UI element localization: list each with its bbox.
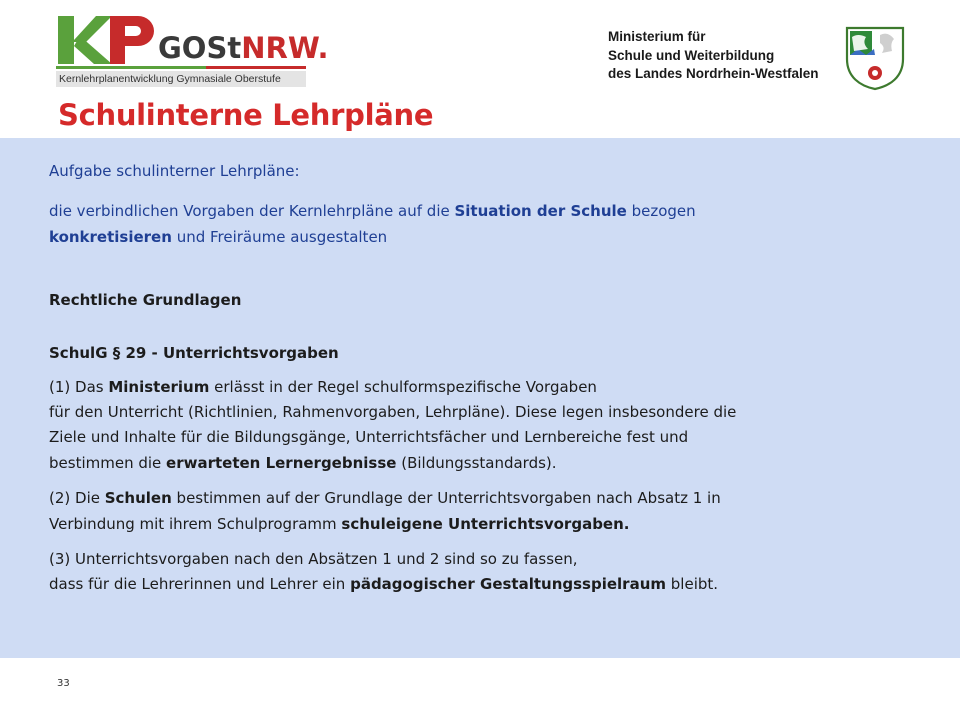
p1-line-2: für den Unterricht (Richtlinien, Rahmenvorgaben, Lehrpläne). Diese legen insbesondere die xyxy=(49,403,737,421)
logo-gost-text: GOSt xyxy=(158,31,242,65)
ministry-line-1: Ministerium für xyxy=(608,29,706,44)
p1-line-4-a: bestimmen die xyxy=(49,454,167,472)
logo-red-bar xyxy=(206,66,306,69)
p1-line-3: Ziele und Inhalte für die Bildungsgänge, Unterrichtsfächer und Lernbereiche fest und xyxy=(49,428,689,446)
p2-line-1-b: Schulen xyxy=(104,489,172,507)
p1-line-1-a: (1) Das xyxy=(49,378,109,396)
p1-line-4-b: erwarteten Lernergebnisse xyxy=(166,454,397,472)
law-heading xyxy=(49,344,339,362)
ministry-line-2: Schule und Weiterbildung xyxy=(608,47,775,63)
ministry-line-3: des Landes Nordrhein-Westfalen xyxy=(608,66,819,81)
p2-line-2 xyxy=(49,515,629,533)
page-number: 33 xyxy=(57,678,70,689)
logo-wordmark xyxy=(158,31,329,65)
page-title: Schulinterne Lehrpläne xyxy=(58,98,434,132)
legal-heading-text: Rechtliche Grundlagen xyxy=(49,291,242,309)
task-line-1-a: die verbindlichen Vorgaben der Kernlehrpläne auf die xyxy=(49,202,455,220)
p2-line-1 xyxy=(49,489,721,507)
p2-line-1-a: (2) Die xyxy=(49,489,105,507)
logo-nrw-text: NRW. xyxy=(241,31,329,65)
p3-line-2 xyxy=(49,575,718,593)
p2-line-1-c: bestimmen auf der Grundlage der Unterrichtsvorgaben nach Absatz 1 in xyxy=(171,489,721,507)
p3-line-2-a: dass für die Lehrerinnen und Lehrer ein xyxy=(49,575,351,593)
kp-logo-icon xyxy=(56,14,156,66)
task-line-1-c: bezogen xyxy=(626,202,696,220)
p1-line-4 xyxy=(49,454,557,472)
task-line-2-b: und Freiräume ausgestalten xyxy=(171,228,388,246)
legal-heading xyxy=(49,291,241,309)
p1-line-1-c: erlässt in der Regel schulformspezifische Vorgaben xyxy=(209,378,597,396)
kp-gost-nrw-logo xyxy=(56,14,329,85)
p1-line-1 xyxy=(49,378,597,396)
task-heading: Aufgabe schulinterner Lehrpläne: xyxy=(49,162,300,180)
p2-line-2-b: schuleigene Unterrichtsvorgaben. xyxy=(341,515,630,533)
law-heading-text: SchulG § 29 - Unterrichtsvorgaben xyxy=(49,344,339,362)
task-line-1-b: Situation der Schule xyxy=(454,202,627,220)
task-line-2-a: konkretisieren xyxy=(49,228,172,246)
logo-subline: Kernlehrplanentwicklung Gymnasiale Oberstufe xyxy=(56,71,306,87)
p2-line-2-a: Verbindung mit ihrem Schulprogramm xyxy=(49,515,342,533)
p3-line-2-c: bleibt. xyxy=(666,575,719,593)
nrw-coat-of-arms-icon xyxy=(844,25,906,91)
p1-line-4-c: (Bildungsstandards). xyxy=(396,454,557,472)
task-line-2 xyxy=(49,228,387,246)
task-line-1 xyxy=(49,202,696,220)
ministry-name xyxy=(608,28,819,84)
logo-green-bar xyxy=(56,66,206,69)
p1-line-1-b: Ministerium xyxy=(108,378,210,396)
p3-line-1: (3) Unterrichtsvorgaben nach den Absätzen 1 und 2 sind so zu fassen, xyxy=(49,550,578,568)
p3-line-2-b: pädagogischer Gestaltungsspielraum xyxy=(350,575,667,593)
